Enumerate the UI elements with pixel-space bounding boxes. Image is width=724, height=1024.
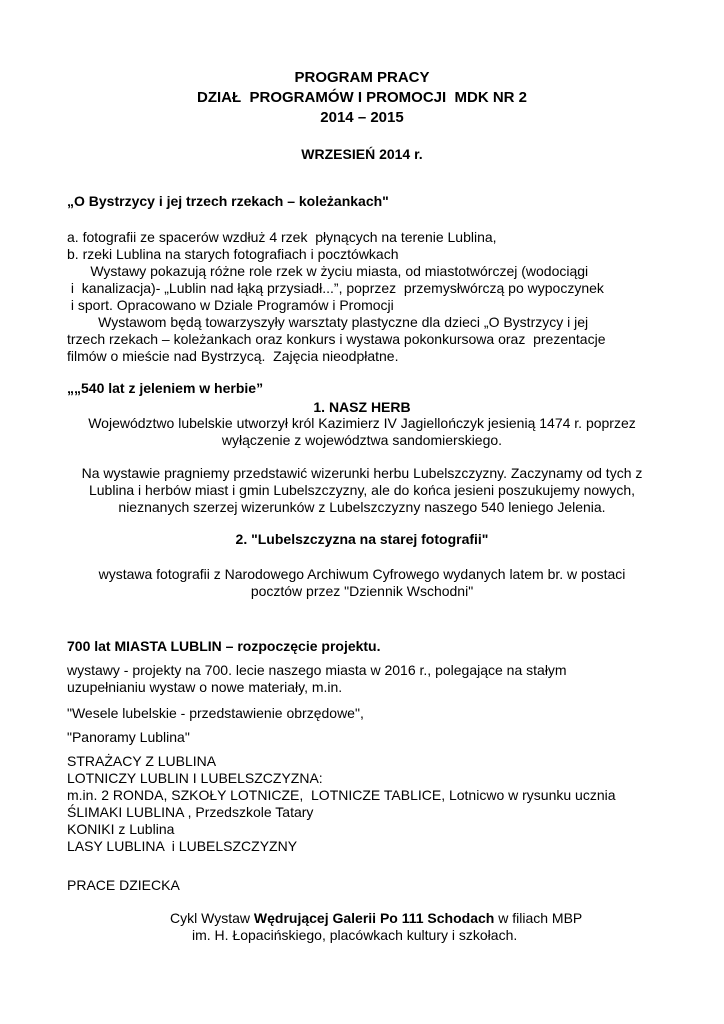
herb-para-line: Na wystawie pragniemy przedstawić wizerunki herbu Lubelszczyzny. Zaczynamy od tych z [81, 465, 643, 481]
project-list-item: KONIKI z Lublina [67, 821, 175, 837]
nasz-herb-heading: 1. NASZ HERB [313, 399, 411, 415]
gallery-name: Wędrującej Galerii Po 111 Schodach [253, 910, 495, 926]
herb-line: wyłączenie z województwa sandomierskiego. [221, 432, 503, 448]
lublin-700-heading: 700 lat MIASTA LUBLIN – rozpoczęcie projektu. [67, 638, 381, 654]
bystrzyca-line: Wystawy pokazują różne role rzek w życiu miasta, od miastotwórczej (wodociągi [67, 263, 589, 279]
cykl-prefix: Cykl Wystaw [170, 910, 254, 926]
document-title: PROGRAM PRACY [294, 69, 430, 86]
project-list-item: ŚLIMAKI LUBLINA , Przedszkole Tatary [67, 804, 314, 820]
wesele-item: "Wesele lubelskie - przedstawienie obrzędowe", [67, 705, 364, 721]
bystrzyca-line: b. rzeki Lublina na starych fotografiach i pocztówkach [67, 246, 399, 262]
herb-para-line: Lublina i herbów miast i gmin Lubelszczyzny, ale do końca jesieni poszukujemy nowych, [88, 482, 635, 498]
prace-dziecka: PRACE DZIECKA [67, 877, 180, 893]
bystrzyca-line: a. fotografii ze spacerów wzdłuż 4 rzek płynących na terenie Lublina, [67, 229, 497, 245]
project-list-item: m.in. 2 RONDA, SZKOŁY LOTNICZE, LOTNICZE TABLICE, Lotnicwo w rysunku ucznia [67, 787, 616, 803]
bystrzyca-heading: „O Bystrzycy i jej trzech rzekach – koleżankach" [67, 193, 389, 209]
bystrzyca-line: Wystawom będą towarzyszyły warsztaty plastyczne dla dzieci „O Bystrzycy i jej [67, 314, 589, 330]
month-heading: WRZESIEŃ 2014 r. [301, 146, 423, 162]
stara-fotografia-heading: 2. "Lubelszczyzna na starej fotografii" [235, 531, 489, 547]
bystrzyca-line: trzech rzekach – koleżankach oraz konkurs i wystawa pokonkursowa oraz prezentacje [67, 331, 606, 347]
project-list-item: LOTNICZY LUBLIN I LUBELSZCZYZNA: [67, 770, 323, 786]
herb-heading: „„540 lat z jeleniem w herbie” [67, 380, 264, 396]
years-title: 2014 – 2015 [320, 109, 404, 126]
project-list-item: LASY LUBLINA i LUBELSZCZYZNY [67, 838, 298, 854]
herb-para-line: nieznanych szerzej wizerunków z Lubelszczyzny naszego 540 leniego Jelenia. [118, 499, 606, 515]
cykl-wystaw-line2: im. H. Łopacińskiego, placówkach kultury i szkołach. [192, 927, 518, 943]
fotografia-line: pocztów przez "Dziennik Wschodni" [250, 583, 474, 599]
cykl-wystaw-line [170, 910, 582, 927]
panoramy-item: "Panoramy Lublina" [67, 729, 190, 745]
department-title: DZIAŁ PROGRAMÓW I PROMOCJI MDK NR 2 [197, 89, 527, 106]
project-list-item: STRAŻACY Z LUBLINA [67, 753, 217, 769]
bystrzyca-line: filmów o mieście nad Bystrzycą. Zajęcia nieodpłatne. [67, 348, 399, 364]
lublin-700-intro: wystawy - projekty na 700. lecie naszego miasta w 2016 r., polegające na stałym [67, 662, 567, 678]
cykl-suffix: w filiach MBP [494, 910, 583, 926]
bystrzyca-line: i sport. Opracowano w Dziale Programów i Promocji [67, 297, 394, 313]
bystrzyca-line: i kanalizacja)- „Lublin nad łąką przysiadł...”, poprzez przemysłwórczą po wypoczynek [67, 280, 604, 296]
fotografia-line: wystawa fotografii z Narodowego Archiwum Cyfrowego wydanych latem br. w postaci [98, 566, 626, 582]
herb-line: Województwo lubelskie utworzył król Kazimierz IV Jagiellończyk jesienią 1474 r. poprzez [88, 415, 636, 431]
lublin-700-intro: uzupełnianiu wystaw o nowe materiały, m.in. [67, 679, 343, 695]
